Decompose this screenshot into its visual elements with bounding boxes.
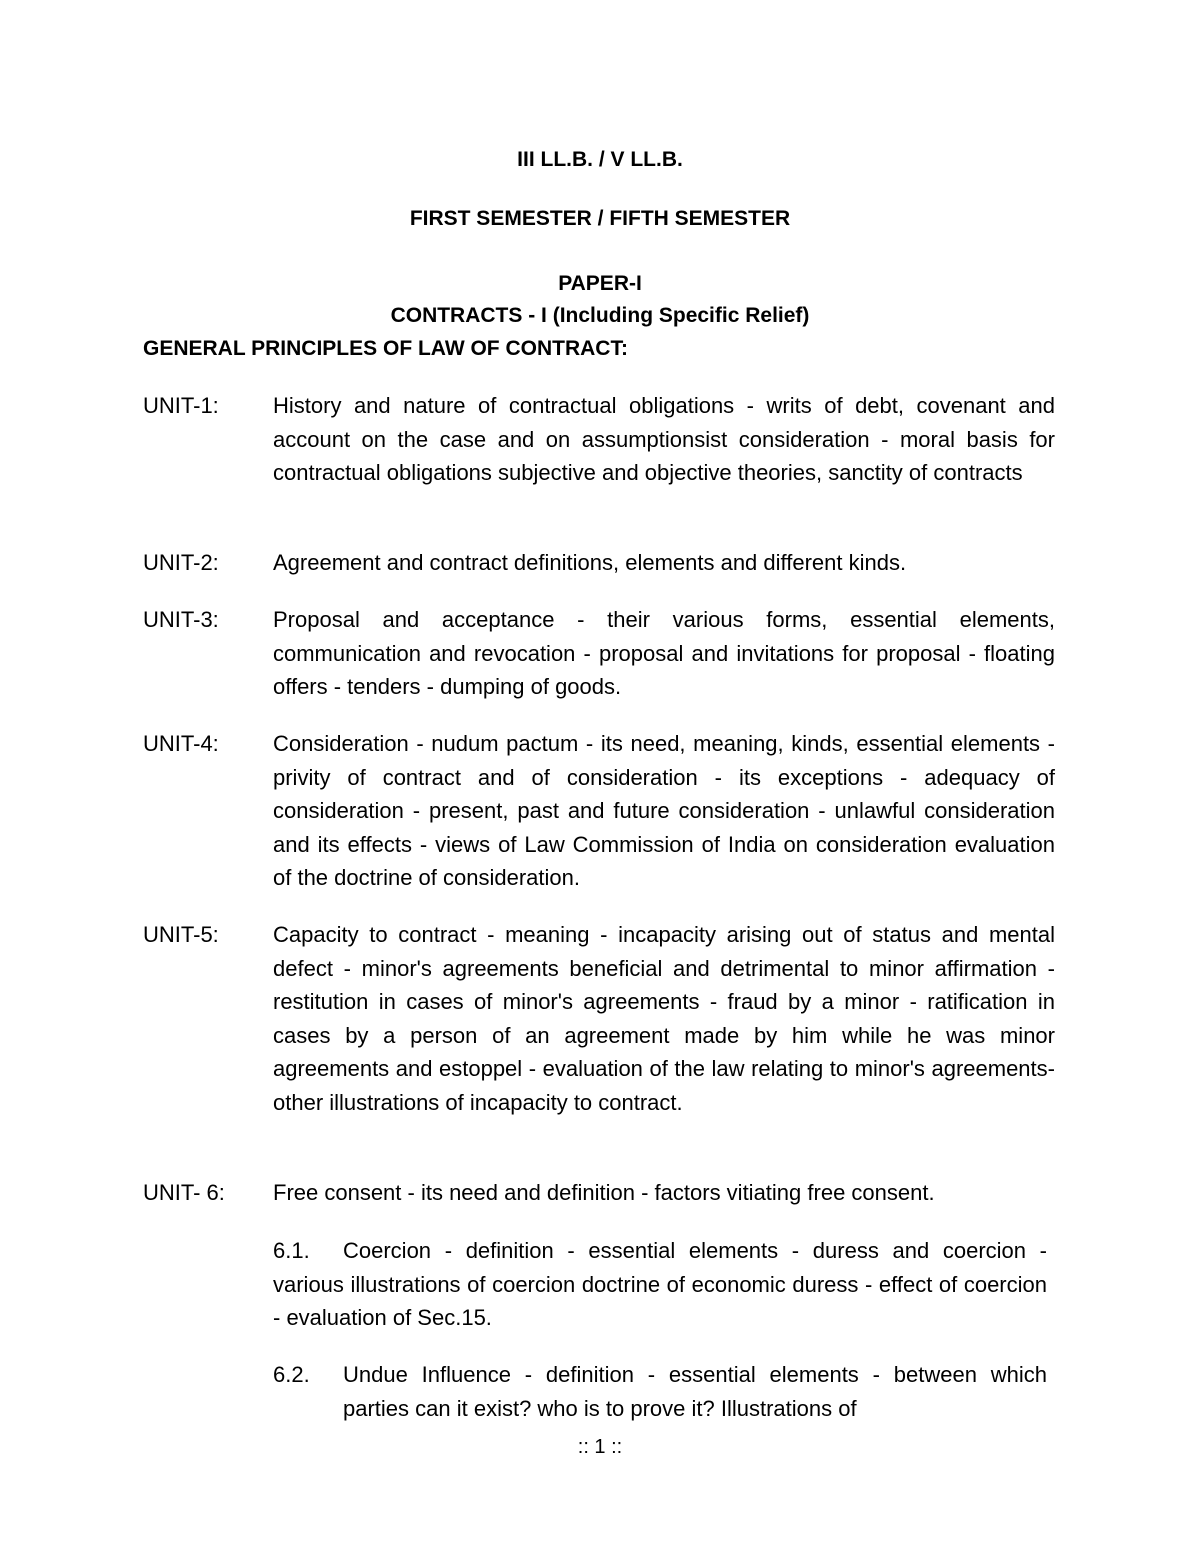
unit-description: Proposal and acceptance - their various forms, essential elements, communication and revocation - proposal and invitations for proposal - floating offers - tenders - dumping of goods. — [273, 607, 1055, 700]
subsection-text: Coercion - definition - essential elements - duress and coercion - various illustrations of coercion doctrine of economic duress - effect of coercion - evaluation of Sec.15. — [273, 1238, 1047, 1331]
subsection-number: 6.2. — [273, 1362, 310, 1387]
unit-label: UNIT-1: — [143, 393, 219, 418]
subsection-6-2 — [273, 1358, 1047, 1425]
unit-description: Consideration - nudum pactum - its need, meaning, kinds, essential elements - privity of contract and of consideration - its exceptions - adequacy of consideration - present, past and future consideration - unlawful consideration and its effects - views of Law Commission of India on consideration evaluation of the doctrine of consideration. — [273, 731, 1055, 891]
unit-label: UNIT-4: — [143, 731, 219, 756]
unit-description: Capacity to contract - meaning - incapacity arising out of status and mental defect - minor's agreements beneficial and detrimental to minor affirmation - restitution in cases of minor's agreements - fraud by a minor - ratification in cases by a person of an agreement made by him while he was minor agreements and estoppel - evaluation of the law relating to minor's agreements- other illustrations of incapacity to contract. — [273, 922, 1055, 1115]
page-number: :: 1 :: — [577, 1436, 623, 1458]
unit-description: History and nature of contractual obligations - writs of debt, covenant and account on the case and on assumptionsist consideration - moral basis for contractual obligations subjective and objective theories, sanctity of contracts — [273, 393, 1055, 486]
subsection-6-1 — [273, 1234, 1047, 1335]
section-heading: GENERAL PRINCIPLES OF LAW OF CONTRACT: — [143, 337, 628, 360]
semester-heading: FIRST SEMESTER / FIFTH SEMESTER — [409, 207, 791, 230]
unit-label: UNIT-5: — [143, 922, 219, 947]
subsection-number: 6.1. — [273, 1238, 310, 1263]
unit-label: UNIT-3: — [143, 607, 219, 632]
course-heading: III LL.B. / V LL.B. — [517, 148, 683, 171]
paper-heading: PAPER-I — [558, 272, 642, 295]
subsection-text: Undue Influence - definition - essential elements - between which parties can it exist? who is to prove it? Illustrations of — [343, 1362, 1047, 1421]
subject-heading: CONTRACTS - I (Including Specific Relief) — [390, 304, 810, 327]
unit-description: Free consent - its need and definition - factors vitiating free consent. — [273, 1180, 935, 1205]
unit-description: Agreement and contract definitions, elements and different kinds. — [273, 550, 907, 575]
unit-label: UNIT-2: — [143, 550, 219, 575]
unit-label: UNIT- 6: — [143, 1180, 225, 1205]
